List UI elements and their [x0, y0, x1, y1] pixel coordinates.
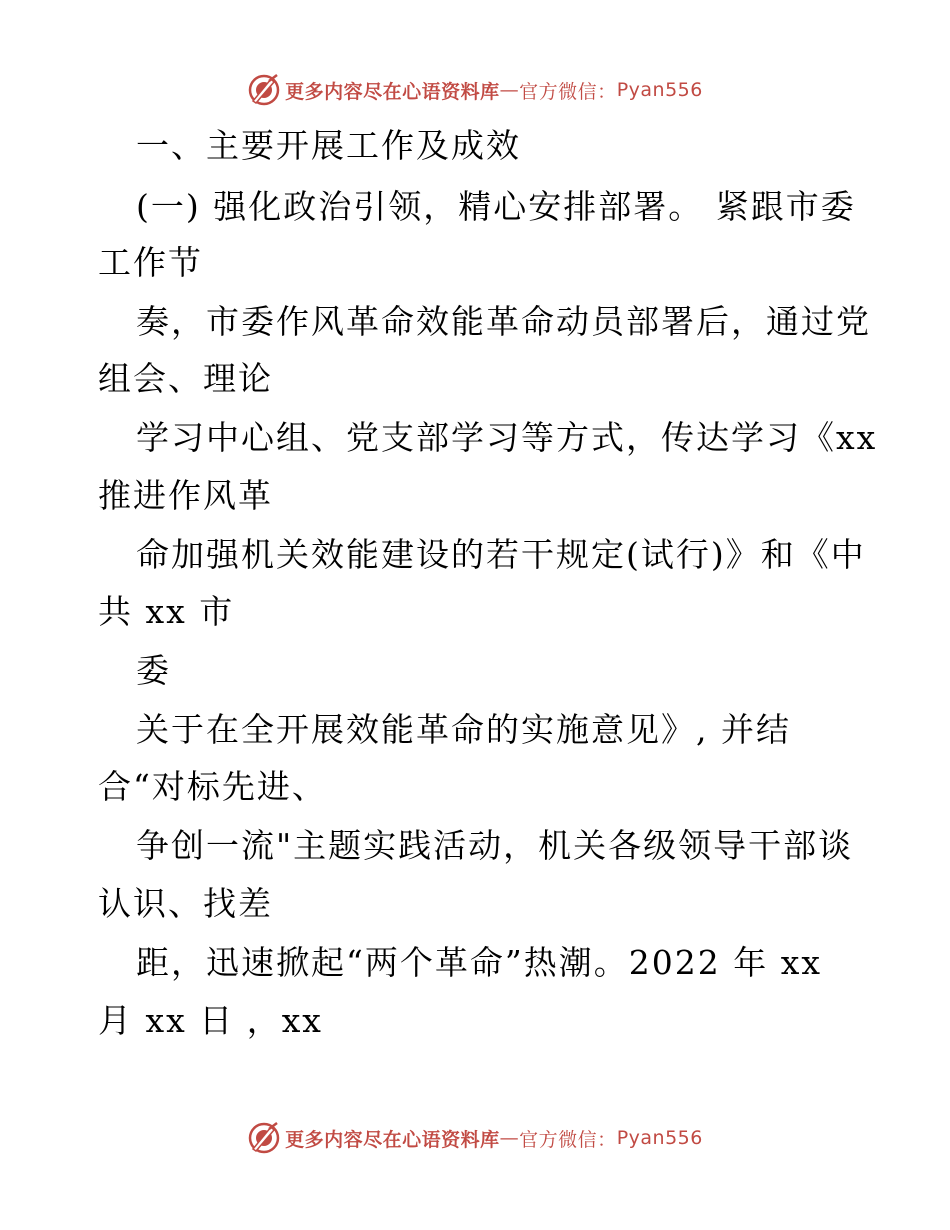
paragraph-line: 合“对标先进、 [98, 767, 327, 806]
header-watermark [0, 70, 950, 110]
paragraph-line: 组会、理论 [98, 359, 273, 398]
paragraph-line: (一) 强化政治引领，精心安排部署。 紧跟市委 [136, 187, 856, 226]
paragraph-line: 奏，市委作风革命效能革命动员部署后，通过党 [136, 302, 871, 341]
paragraph-line: 月 xx 日 ，xx [98, 1001, 323, 1040]
watermark-dash: — [499, 79, 520, 101]
watermark-wechat-id: Pyan556 [616, 79, 703, 101]
paragraph-line: 争创一流"主题实践活动，机关各级领导干部谈 [136, 826, 854, 865]
paragraph-line: 学习中心组、党支部学习等方式，传达学习《xx [136, 418, 878, 457]
watermark-wechat-label: 官方微信： [519, 80, 617, 103]
paragraph-line: 认识、找差 [98, 884, 273, 923]
footer-watermark [0, 1118, 950, 1158]
watermark-dash: — [499, 1127, 520, 1149]
paragraph-line: 委 [136, 651, 171, 690]
watermark-site-name: 更多内容尽在心语资料库 [285, 1128, 500, 1151]
paragraph-line: 命加强机关效能建设的若干规定(试行)》和《中 [136, 535, 866, 574]
paragraph-line: 关于在全开展效能革命的实施意见》, 并结 [136, 710, 791, 749]
watermark-wechat-label: 官方微信： [519, 1128, 617, 1151]
paragraph-line: 距，迅速掀起“两个革命”热潮。2022 年 xx [136, 943, 822, 982]
paragraph-line: 推进作风革 [98, 476, 273, 515]
watermark-wechat-id: Pyan556 [616, 1127, 703, 1149]
watermark-site-name: 更多内容尽在心语资料库 [285, 80, 500, 103]
section-heading: 一、主要开展工作及成效 [136, 126, 521, 165]
paragraph-line: 工作节 [98, 243, 203, 282]
quill-seal-icon [247, 73, 281, 107]
paragraph-line: 共 xx 市 [98, 592, 235, 631]
quill-seal-icon [247, 1121, 281, 1155]
